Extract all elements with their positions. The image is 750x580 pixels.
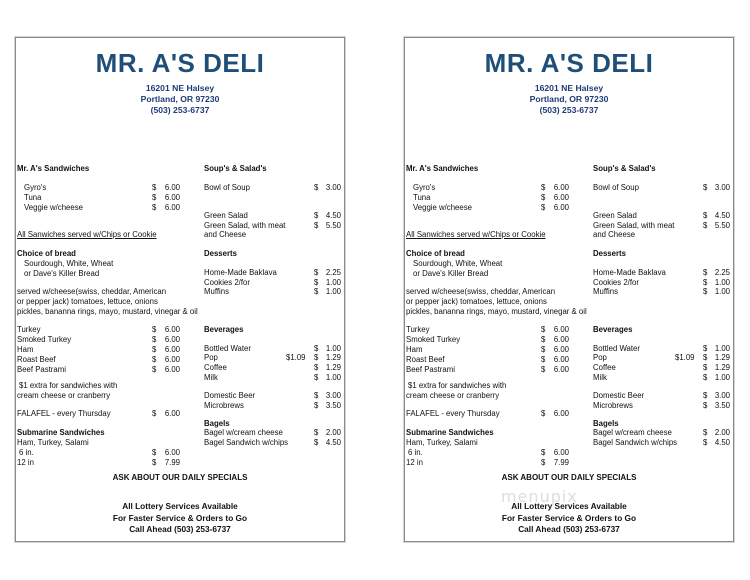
dollar-sign: $ <box>703 278 708 287</box>
dollar-sign: $ <box>703 221 708 230</box>
served-line: or pepper jack) tomatoes, lettuce, onions <box>17 297 158 306</box>
dollar-sign: $ <box>314 438 319 447</box>
footer-line: For Faster Service & Orders to Go <box>501 512 637 523</box>
dollar-sign: $ <box>314 353 319 362</box>
specials-note: ASK ABOUT OUR DAILY SPECIALS <box>112 473 248 482</box>
menu-item-price: 6.00 <box>553 183 569 192</box>
falafel-item: FALAFEL - every Thursday <box>17 409 111 418</box>
menu-item-name: Ham <box>406 345 423 354</box>
menu-item-price: 3.00 <box>714 183 730 192</box>
menu-item-price: 3.00 <box>325 183 341 192</box>
dollar-sign: $ <box>703 391 708 400</box>
menu-item-price: 1.29 <box>714 363 730 372</box>
menu-item-price: 6.00 <box>164 203 180 212</box>
menu-item-price: 6.00 <box>164 409 180 418</box>
menu-item-name: Muffins <box>204 287 229 296</box>
menu-item-price: 1.00 <box>714 344 730 353</box>
dollar-sign: $ <box>703 183 708 192</box>
menu-item-price: 6.00 <box>553 365 569 374</box>
menu-item-price: 6.00 <box>164 355 180 364</box>
menu-item-name: 12 in <box>17 458 34 467</box>
menu-item-name: Green Salad <box>204 211 248 220</box>
dollar-sign: $ <box>314 373 319 382</box>
menu-item-price: 3.50 <box>714 401 730 410</box>
extra-line: $1 extra for sandwiches with <box>19 381 118 390</box>
menu-item-name: Roast Beef <box>406 355 445 364</box>
dollar-sign: $ <box>541 193 546 202</box>
bagels-heading: Bagels <box>593 419 619 428</box>
menu-item-name: Domestic Beer <box>593 391 645 400</box>
footer-line: All Lottery Services Available <box>511 501 627 511</box>
menu-item-name: Turkey <box>17 325 41 334</box>
menu-item-name: Home-Made Baklava <box>593 268 666 277</box>
menu-item-name: Gyro's <box>413 183 436 192</box>
dollar-sign: $ <box>541 448 546 457</box>
menu-item-name: and Cheese <box>593 230 636 239</box>
menu-item-price: 1.29 <box>325 353 341 362</box>
soups-heading: Soup's & Salad's <box>204 164 267 173</box>
dollar-sign: $ <box>314 278 319 287</box>
dollar-sign: $ <box>703 401 708 410</box>
address-phone: (503) 253-6737 <box>539 105 599 115</box>
deli-address <box>405 83 733 116</box>
dollar-sign: $ <box>541 345 546 354</box>
deli-title: MR. A'S DELI <box>484 48 654 78</box>
dollar-sign: $ <box>152 203 157 212</box>
menu-item-price: 1.29 <box>714 353 730 362</box>
menu-item-price: 1.29 <box>325 363 341 372</box>
menu-item-name: Veggie w/cheese <box>24 203 83 212</box>
specials-note: ASK ABOUT OUR DAILY SPECIALS <box>501 473 637 482</box>
menu-item-name: 6 in. <box>408 448 423 457</box>
menu-item-price: 2.25 <box>325 268 341 277</box>
dollar-sign: $ <box>703 287 708 296</box>
menu-item-price: 7.99 <box>553 458 569 467</box>
bread-heading: Choice of bread <box>406 249 465 258</box>
menu-item-name: Turkey <box>406 325 430 334</box>
dollar-sign: $ <box>703 268 708 277</box>
dollar-sign: $ <box>703 373 708 382</box>
menu-item-name: Gyro's <box>24 183 47 192</box>
menu-item-name: Bottled Water <box>593 344 640 353</box>
bread-line: or Dave's Killer Bread <box>413 269 489 278</box>
menu-item-name: Bowl of Soup <box>593 183 639 192</box>
dollar-sign: $ <box>314 183 319 192</box>
menu-item-price: 3.50 <box>325 401 341 410</box>
menu-item-price: 6.00 <box>164 325 180 334</box>
menu-item-name: Green Salad <box>593 211 637 220</box>
menu-item-name: Bagel w/cream cheese <box>593 428 672 437</box>
menu-item-name: Microbrews <box>593 401 633 410</box>
menu-item-name: Pop <box>204 353 218 362</box>
submarine-heading: Submarine Sandwiches <box>17 428 105 437</box>
dollar-sign: $ <box>152 345 157 354</box>
footer-line: Call Ahead (503) 253-6737 <box>129 524 231 534</box>
dollar-sign: $ <box>703 344 708 353</box>
dollar-sign: $ <box>541 365 546 374</box>
menu-item-name: Bowl of Soup <box>204 183 250 192</box>
dollar-sign: $ <box>541 409 546 418</box>
menu-item-price: 1.00 <box>714 278 730 287</box>
menu-page-left <box>15 37 345 542</box>
pop-alt-price: $1.09 <box>286 353 306 362</box>
dollar-sign: $ <box>703 363 708 372</box>
dollar-sign: $ <box>541 183 546 192</box>
bread-heading: Choice of bread <box>17 249 76 258</box>
dollar-sign: $ <box>314 344 319 353</box>
pop-alt-price: $1.09 <box>675 353 695 362</box>
served-line: or pepper jack) tomatoes, lettuce, onions <box>406 297 547 306</box>
sandwiches-heading: Mr. A's Sandwiches <box>17 164 90 173</box>
menu-item-price: 6.00 <box>164 448 180 457</box>
menu-item-name: Cookies 2/for <box>204 278 250 287</box>
deli-title: MR. A'S DELI <box>95 48 265 78</box>
menu-item-name: Roast Beef <box>17 355 56 364</box>
soups-heading: Soup's & Salad's <box>593 164 656 173</box>
dollar-sign: $ <box>703 428 708 437</box>
menu-item-price: 1.00 <box>714 373 730 382</box>
dollar-sign: $ <box>541 335 546 344</box>
menu-item-name: Bagel Sandwich w/chips <box>204 438 289 447</box>
menu-item-name: Tuna <box>413 193 431 202</box>
menu-item-price: 1.00 <box>325 344 341 353</box>
dollar-sign: $ <box>152 409 157 418</box>
submarine-desc: Ham, Turkey, Salami <box>406 438 478 447</box>
watermark-text: menupix <box>501 487 578 506</box>
bread-line: Sourdough, White, Wheat <box>413 259 503 268</box>
menu-item-price: 6.00 <box>164 365 180 374</box>
menu-item-name: Beef Pastrami <box>17 365 66 374</box>
dollar-sign: $ <box>541 355 546 364</box>
dollar-sign: $ <box>152 365 157 374</box>
menu-item-price: 4.50 <box>325 211 341 220</box>
sandwiches-note: All Sanwiches served w/Chips or Cookie <box>17 230 157 239</box>
menu-item-price: 1.00 <box>325 373 341 382</box>
menu-item-price: 3.00 <box>714 391 730 400</box>
beverages-heading: Beverages <box>204 325 244 334</box>
menu-item-name: Microbrews <box>204 401 244 410</box>
menu-item-name: Bagel Sandwich w/chips <box>593 438 678 447</box>
dollar-sign: $ <box>314 401 319 410</box>
desserts-heading: Desserts <box>204 249 237 258</box>
footer-block <box>405 501 733 536</box>
menu-item-name: Bottled Water <box>204 344 251 353</box>
menu-item-price: 6.00 <box>164 193 180 202</box>
menu-item-price: 6.00 <box>164 183 180 192</box>
footer-line: For Faster Service & Orders to Go <box>112 512 248 523</box>
beverages-heading: Beverages <box>593 325 633 334</box>
menu-item-price: 4.50 <box>325 438 341 447</box>
menu-item-price: 7.99 <box>164 458 180 467</box>
submarine-desc: Ham, Turkey, Salami <box>17 438 89 447</box>
extra-line: cream cheese or cranberry <box>406 391 500 400</box>
menu-item-price: 6.00 <box>553 335 569 344</box>
address-city: Portland, OR 97230 <box>140 94 220 104</box>
dollar-sign: $ <box>314 221 319 230</box>
footer-line: All Lottery Services Available <box>122 501 238 511</box>
menu-item-price: 6.00 <box>553 409 569 418</box>
menu-item-price: 1.00 <box>325 278 341 287</box>
menu-item-name: Coffee <box>593 363 616 372</box>
menu-item-name: Milk <box>204 373 218 382</box>
menu-item-price: 1.00 <box>325 287 341 296</box>
dollar-sign: $ <box>152 325 157 334</box>
menu-item-price: 5.50 <box>714 221 730 230</box>
menu-item-price: 6.00 <box>164 345 180 354</box>
footer-block <box>16 501 344 536</box>
menu-item-name: Smoked Turkey <box>406 335 461 344</box>
menu-item-name: Ham <box>17 345 34 354</box>
footer-line: Call Ahead (503) 253-6737 <box>518 524 620 534</box>
menu-item-name: Smoked Turkey <box>17 335 72 344</box>
deli-address <box>16 83 344 116</box>
menu-item-price: 4.50 <box>714 438 730 447</box>
menu-item-price: 6.00 <box>553 448 569 457</box>
address-street: 16201 NE Halsey <box>534 83 604 93</box>
menu-item-price: 6.00 <box>553 203 569 212</box>
menu-item-name: Milk <box>593 373 607 382</box>
dollar-sign: $ <box>541 203 546 212</box>
dollar-sign: $ <box>703 438 708 447</box>
menu-item-price: 6.00 <box>553 325 569 334</box>
menu-item-price: 2.25 <box>714 268 730 277</box>
menu-item-name: 12 in <box>406 458 423 467</box>
menu-item-price: 6.00 <box>553 345 569 354</box>
dollar-sign: $ <box>152 458 157 467</box>
served-line: pickles, bananna rings, mayo, mustard, vinegar & oil <box>406 307 587 316</box>
menu-item-price: 3.00 <box>325 391 341 400</box>
address-city: Portland, OR 97230 <box>529 94 609 104</box>
menu-item-price: 2.00 <box>714 428 730 437</box>
dollar-sign: $ <box>152 355 157 364</box>
dollar-sign: $ <box>541 458 546 467</box>
dollar-sign: $ <box>314 211 319 220</box>
dollar-sign: $ <box>314 268 319 277</box>
dollar-sign: $ <box>541 325 546 334</box>
extra-line: cream cheese or cranberry <box>17 391 111 400</box>
menu-item-name: Domestic Beer <box>204 391 256 400</box>
submarine-heading: Submarine Sandwiches <box>406 428 494 437</box>
menu-item-name: Home-Made Baklava <box>204 268 277 277</box>
menu-item-name: Green Salad, with meat <box>593 221 675 230</box>
menu-item-name: Cookies 2/for <box>593 278 639 287</box>
menu-item-name: Tuna <box>24 193 42 202</box>
menu-item-price: 1.00 <box>714 287 730 296</box>
dollar-sign: $ <box>152 193 157 202</box>
falafel-item: FALAFEL - every Thursday <box>406 409 500 418</box>
sandwiches-heading: Mr. A's Sandwiches <box>406 164 479 173</box>
extra-line: $1 extra for sandwiches with <box>408 381 507 390</box>
menu-item-name: Green Salad, with meat <box>204 221 286 230</box>
dollar-sign: $ <box>314 391 319 400</box>
menu-item-name: Muffins <box>593 287 618 296</box>
dollar-sign: $ <box>152 335 157 344</box>
menu-item-name: Pop <box>593 353 607 362</box>
bagels-heading: Bagels <box>204 419 230 428</box>
menu-item-name: Coffee <box>204 363 227 372</box>
dollar-sign: $ <box>152 448 157 457</box>
served-line: pickles, bananna rings, mayo, mustard, vinegar & oil <box>17 307 198 316</box>
menu-item-name: and Cheese <box>204 230 247 239</box>
dollar-sign: $ <box>314 287 319 296</box>
served-line: served w/cheese(swiss, cheddar, American <box>17 287 167 296</box>
dollar-sign: $ <box>703 211 708 220</box>
desserts-heading: Desserts <box>593 249 626 258</box>
dollar-sign: $ <box>314 363 319 372</box>
menu-item-price: 2.00 <box>325 428 341 437</box>
menu-item-price: 6.00 <box>164 335 180 344</box>
menu-item-name: Bagel w/cream cheese <box>204 428 283 437</box>
bread-line: Sourdough, White, Wheat <box>24 259 114 268</box>
sandwiches-note: All Sanwiches served w/Chips or Cookie <box>406 230 546 239</box>
menu-item-price: 6.00 <box>553 193 569 202</box>
address-phone: (503) 253-6737 <box>150 105 210 115</box>
menu-item-price: 4.50 <box>714 211 730 220</box>
served-line: served w/cheese(swiss, cheddar, American <box>406 287 556 296</box>
menu-item-price: 6.00 <box>553 355 569 364</box>
menu-item-name: Beef Pastrami <box>406 365 455 374</box>
menu-item-price: 5.50 <box>325 221 341 230</box>
menu-item-name: Veggie w/cheese <box>413 203 472 212</box>
menu-page-right <box>404 37 734 542</box>
dollar-sign: $ <box>703 353 708 362</box>
bread-line: or Dave's Killer Bread <box>24 269 100 278</box>
dollar-sign: $ <box>152 183 157 192</box>
dollar-sign: $ <box>314 428 319 437</box>
address-street: 16201 NE Halsey <box>145 83 215 93</box>
menu-item-name: 6 in. <box>19 448 34 457</box>
